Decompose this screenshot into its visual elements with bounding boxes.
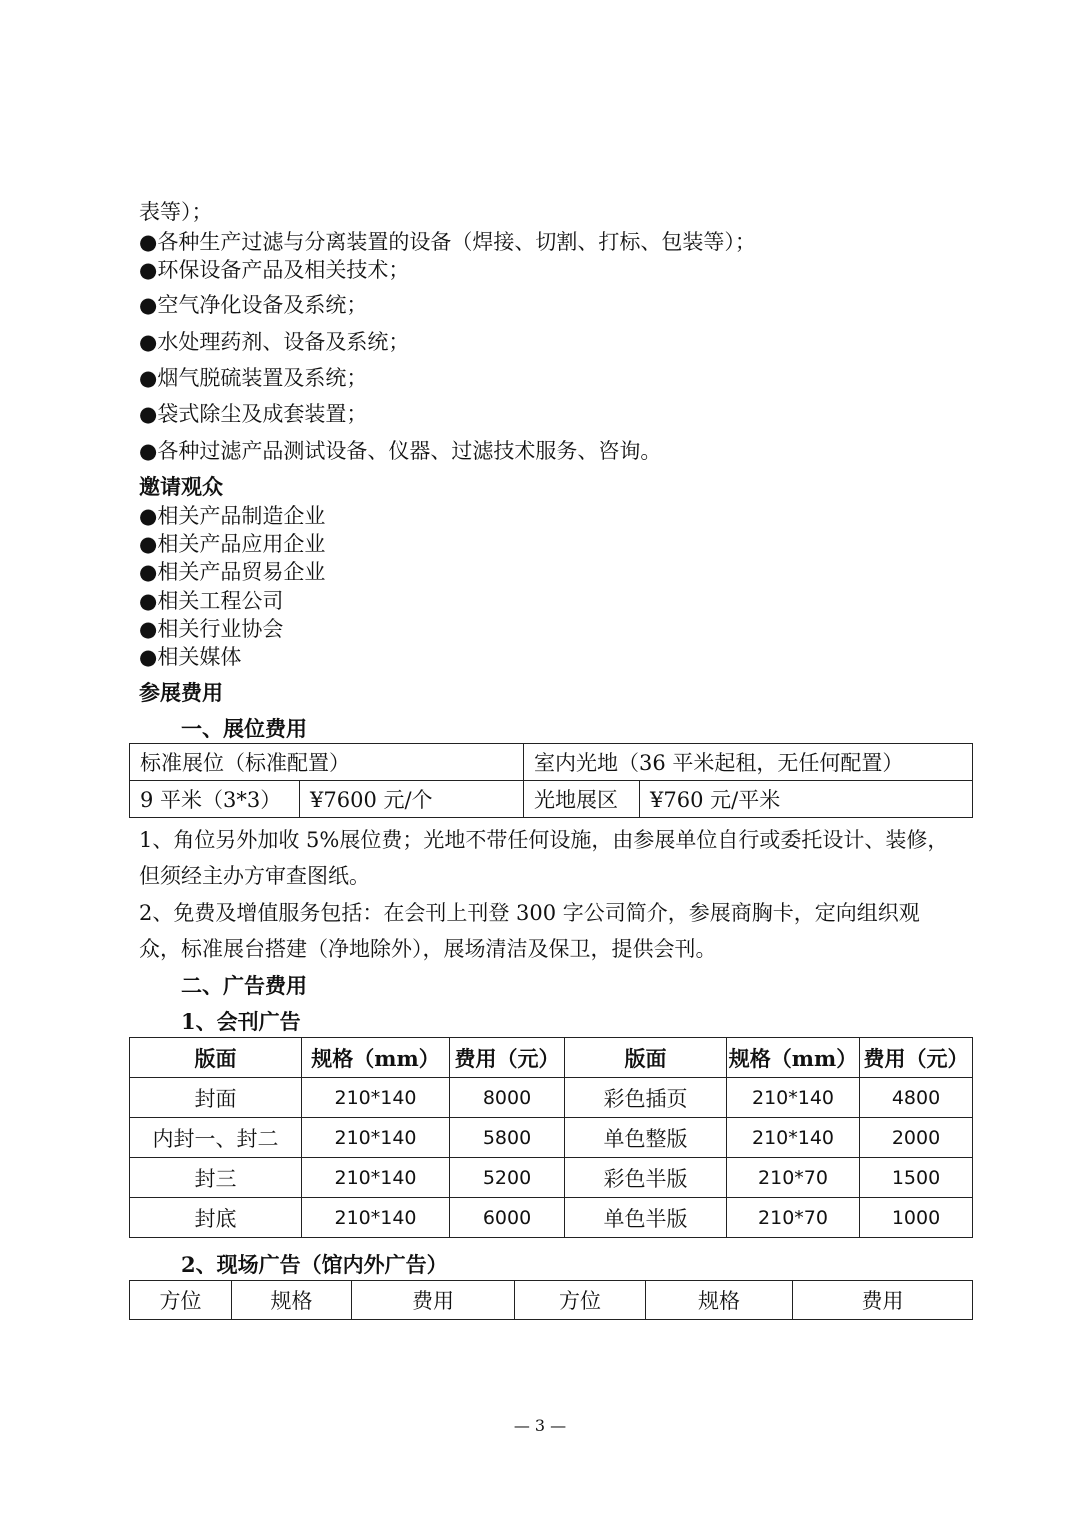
table-cell: 210*140 (302, 1198, 450, 1238)
table-cell: 彩色插页 (565, 1078, 727, 1118)
fee-note: 众，标准展台搭建（净地除外），展场清洁及保卫，提供会刊。 (139, 937, 717, 961)
exhibit-item: ●袋式除尘及成套装置； (139, 402, 368, 426)
table-cell: 5800 (450, 1118, 565, 1158)
column-header: 规格 (232, 1281, 352, 1320)
visitor-item: ●相关产品应用企业 (139, 532, 326, 556)
exhibit-item: ●烟气脱硫装置及系统； (139, 366, 368, 390)
table-cell: 彩色半版 (565, 1158, 727, 1198)
table-cell: 210*140 (727, 1078, 860, 1118)
exhibit-item: ●各种生产过滤与分离装置的设备（焊接、切割、打标、包装等）； (139, 230, 756, 254)
table-cell: 210*70 (727, 1198, 860, 1238)
column-header: 规格（mm） (302, 1038, 450, 1078)
booth-fee-heading: 一、展位费用 (181, 716, 307, 741)
column-header: 版面 (130, 1038, 302, 1078)
exhibit-item: ●环保设备产品及相关技术； (139, 258, 410, 282)
onsite-ad-heading: 2、现场广告（馆内外广告） (181, 1252, 448, 1277)
table-cell: 2000 (860, 1118, 973, 1158)
table-cell: 封面 (130, 1078, 302, 1118)
page-number: — 3 — (513, 1416, 567, 1435)
fee-note: 2、免费及增值服务包括：在会刊上刊登 300 字公司简介，参展商胸卡，定向组织观 (139, 901, 920, 925)
booth-fee-table (129, 743, 973, 818)
column-header: 费用 (352, 1281, 515, 1320)
table-cell: 8000 (450, 1078, 565, 1118)
ad-fee-heading: 二、广告费用 (181, 973, 307, 998)
table-cell: 1000 (860, 1198, 973, 1238)
standard-booth-price: ¥7600 元/个 (300, 781, 524, 818)
column-header: 规格 (646, 1281, 793, 1320)
fee-note: 但须经主办方审查图纸。 (139, 864, 370, 888)
table-cell: 210*140 (727, 1118, 860, 1158)
raw-space-price: ¥760 元/平米 (640, 781, 973, 818)
table-row (130, 1118, 973, 1158)
table-cell: 210*140 (302, 1118, 450, 1158)
column-header: 方位 (130, 1281, 232, 1320)
exhibit-item: ●水处理药剂、设备及系统； (139, 330, 410, 354)
visitors-heading: 邀请观众 (139, 474, 223, 499)
table-row (130, 1078, 973, 1118)
visitor-item: ●相关产品制造企业 (139, 504, 326, 528)
table-cell: 210*140 (302, 1158, 450, 1198)
table-cell: 6000 (450, 1198, 565, 1238)
exhibit-item: ●各种过滤产品测试设备、仪器、过滤技术服务、咨询。 (139, 439, 662, 463)
table-cell: 单色整版 (565, 1118, 727, 1158)
fees-heading: 参展费用 (139, 680, 223, 705)
table-cell: 1500 (860, 1158, 973, 1198)
magazine-ad-heading: 1、会刊广告 (181, 1009, 301, 1034)
table-row (130, 1198, 973, 1238)
column-header: 方位 (515, 1281, 646, 1320)
exhibit-item: 表等）； (139, 200, 213, 224)
visitor-item: ●相关工程公司 (139, 589, 284, 613)
table-row (130, 1158, 973, 1198)
table-cell: 5200 (450, 1158, 565, 1198)
table-cell: 单色半版 (565, 1198, 727, 1238)
raw-space-label: 室内光地（36 平米起租，无任何配置） (524, 744, 973, 781)
raw-space-area: 光地展区 (524, 781, 640, 818)
visitor-item: ●相关媒体 (139, 645, 242, 669)
visitor-item: ●相关产品贸易企业 (139, 560, 326, 584)
standard-booth-size: 9 平米（3*3） (130, 781, 300, 818)
table-cell: 210*70 (727, 1158, 860, 1198)
column-header: 费用（元） (860, 1038, 973, 1078)
exhibit-item: ●空气净化设备及系统； (139, 293, 368, 317)
standard-booth-label: 标准展位（标准配置） (130, 744, 524, 781)
column-header: 费用（元） (450, 1038, 565, 1078)
column-header: 版面 (565, 1038, 727, 1078)
magazine-ad-table (129, 1037, 973, 1238)
onsite-ad-table (129, 1280, 973, 1320)
column-header: 费用 (793, 1281, 973, 1320)
fee-note: 1、角位另外加收 5%展位费；光地不带任何设施，由参展单位自行或委托设计、装修， (139, 828, 949, 852)
table-cell: 210*140 (302, 1078, 450, 1118)
table-cell: 内封一、封二 (130, 1118, 302, 1158)
column-header: 规格（mm） (727, 1038, 860, 1078)
table-cell: 封底 (130, 1198, 302, 1238)
table-cell: 4800 (860, 1078, 973, 1118)
table-header-row (130, 1281, 973, 1320)
table-header-row (130, 1038, 973, 1078)
table-cell: 封三 (130, 1158, 302, 1198)
visitor-item: ●相关行业协会 (139, 617, 284, 641)
